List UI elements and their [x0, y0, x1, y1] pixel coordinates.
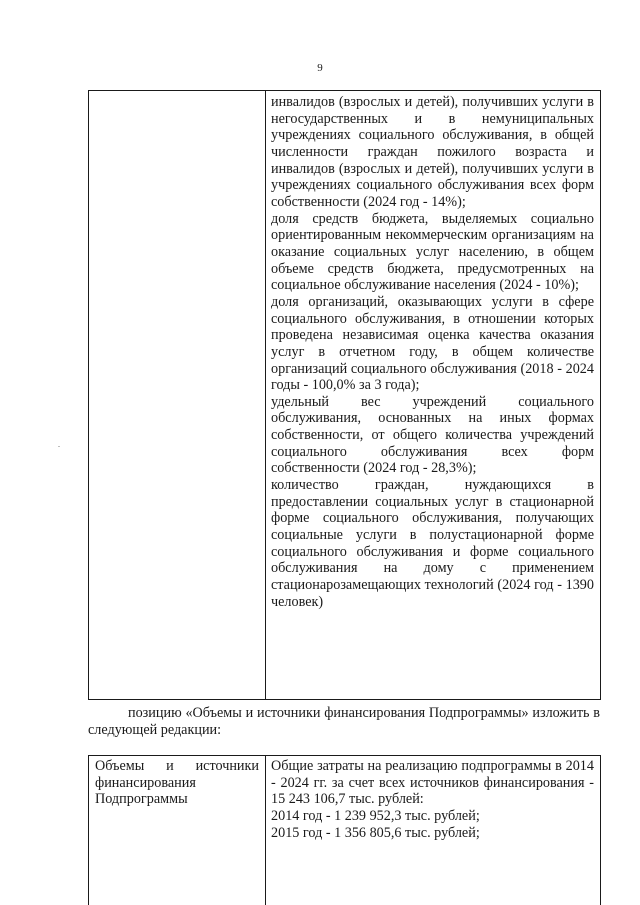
amendment-intro-text: позицию «Объемы и источники финансирования Подпрограммы» изложить в следующей редакции: — [88, 705, 600, 738]
indicator-paragraph: удельный вес учреждений социального обслуживания, основанных на иных формах собственности, от общего количества учреждений социального обслуживания всех форм собственности (2024 год - 28,3%); — [271, 393, 594, 477]
financing-values-cell — [271, 758, 594, 841]
financing-label: Объемы и источники финансирования Подпрограммы — [95, 758, 259, 808]
indicator-paragraph: количество граждан, нуждающихся в предоставлении социальных услуг в стационарной форме социального обслуживания, получающих социальные услуги в полустационарной форме социального обслуживания и форме социального обслуживания на дому с применением стационарозамещающих технологий (2024 год - 1390 человек) — [271, 477, 594, 610]
financing-table — [88, 755, 601, 905]
financing-total: Общие затраты на реализацию подпрограммы в 2014 - 2024 гг. за счет всех источников финансирования - 15 243 106,7 тыс. рублей: — [271, 758, 594, 808]
indicator-paragraph: доля средств бюджета, выделяемых социально ориентированным некоммерческим организациям на оказание социальных услуг населению, в общем объеме средств бюджета, предусмотренных на социальное обслуживание населения (2024 - 10%); — [271, 210, 594, 294]
page-number: 9 — [317, 62, 323, 74]
financing-label-cell — [95, 758, 259, 808]
financing-year-line: 2015 год - 1 356 805,6 тыс. рублей; — [271, 824, 480, 841]
amendment-intro — [88, 705, 600, 739]
column-divider — [265, 756, 266, 905]
indicators-cell — [271, 94, 594, 610]
indicator-paragraph: инвалидов (взрослых и детей), получивших услуги в негосударственных и в немуниципальных учреждениях социального обслуживания, в общей численности граждан пожилого возраста и инвалидов (взрослых и детей), получивших услуги в учреждениях социального обслуживания всех форм собственности (2024 год - 14%); — [271, 94, 594, 210]
column-divider — [265, 91, 266, 699]
indicators-table — [88, 90, 601, 700]
margin-mark: . — [58, 440, 60, 449]
indicator-paragraph: доля организаций, оказывающих услуги в сфере социального обслуживания, в отношении которых проведена независимая оценка качества оказания услуг в отчетном году, в общем количестве организаций социального обслуживания (2018 - 2024 годы - 100,0% за 3 года); — [271, 293, 594, 394]
financing-year-line: 2014 год - 1 239 952,3 тыс. рублей; — [271, 807, 480, 824]
